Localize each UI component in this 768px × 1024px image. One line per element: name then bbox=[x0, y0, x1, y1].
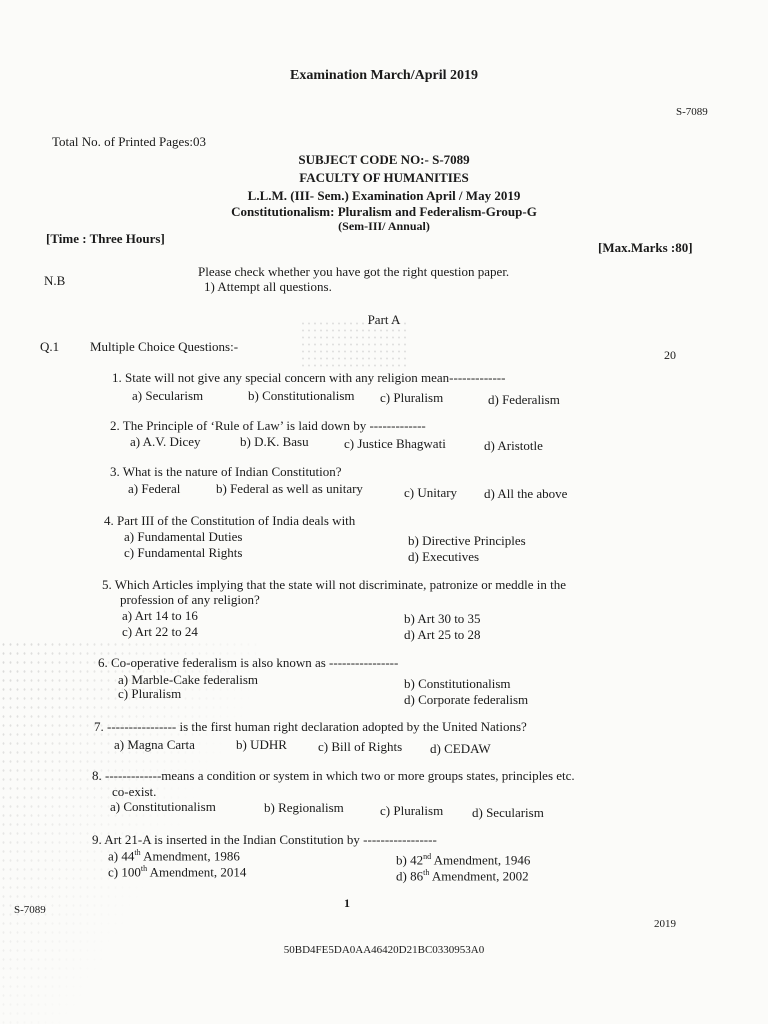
subject-name: Constitutionalism: Pluralism and Federalism-Group-G bbox=[231, 204, 537, 219]
option-1c: c) Pluralism bbox=[380, 390, 444, 405]
nb-label: N.B bbox=[44, 273, 66, 288]
footer-year: 2019 bbox=[654, 918, 676, 930]
option-2b: b) D.K. Basu bbox=[240, 434, 309, 449]
q1-number: Q.1 bbox=[40, 339, 60, 354]
question-5-cont: profession of any religion? bbox=[120, 592, 260, 607]
option-8a: a) Constitutionalism bbox=[110, 799, 216, 814]
option-9b-text: Amendment, 1946 bbox=[431, 852, 531, 868]
part-heading: Part A bbox=[367, 312, 401, 327]
option-9a-number: a) 44 bbox=[108, 848, 135, 864]
exam-title: Examination March/April 2019 bbox=[290, 68, 478, 83]
option-3a: a) Federal bbox=[128, 481, 181, 496]
paper-hash: 50BD4FE5DA0AA46420D21BC0330953A0 bbox=[283, 944, 485, 956]
option-3d: d) All the above bbox=[484, 486, 568, 501]
option-8d: d) Secularism bbox=[472, 805, 544, 820]
semester: (Sem-III/ Annual) bbox=[338, 219, 430, 233]
option-9c-suffix: th bbox=[140, 864, 148, 873]
footer-code: S-7089 bbox=[14, 904, 46, 916]
q1-label: Multiple Choice Questions:- bbox=[90, 339, 239, 354]
option-2a: a) A.V. Dicey bbox=[130, 434, 201, 449]
q1-marks: 20 bbox=[664, 348, 676, 362]
option-6b: b) Constitutionalism bbox=[404, 676, 511, 691]
option-1b: b) Constitutionalism bbox=[248, 388, 355, 403]
course: L.L.M. (III- Sem.) Examination April / May 2019 bbox=[247, 188, 521, 203]
option-5b: b) Art 30 to 35 bbox=[404, 611, 481, 626]
code-top: S-7089 bbox=[676, 106, 708, 118]
option-9d-text: Amendment, 2002 bbox=[429, 868, 529, 884]
option-2c: c) Justice Bhagwati bbox=[344, 436, 446, 451]
option-1a: a) Secularism bbox=[132, 388, 204, 403]
question-1: 1. State will not give any special concern with any religion mean------------- bbox=[112, 370, 506, 385]
option-9a bbox=[108, 848, 240, 864]
page-number: 1 bbox=[344, 896, 350, 910]
time-limit: [Time : Three Hours] bbox=[46, 231, 165, 246]
question-8: 8. -------------means a condition or system in which two or more groups states, principles etc. bbox=[92, 768, 575, 783]
option-9a-suffix: th bbox=[134, 848, 141, 857]
option-7a: a) Magna Carta bbox=[114, 737, 195, 752]
question-8-cont: co-exist. bbox=[112, 784, 157, 799]
question-2: 2. The Principle of ‘Rule of Law’ is laid down by ------------- bbox=[110, 418, 426, 433]
option-9c bbox=[108, 864, 246, 880]
question-5: 5. Which Articles implying that the state will not discriminate, patronize or meddle in the bbox=[102, 577, 567, 592]
question-9: 9. Art 21-A is inserted in the Indian Constitution by ----------------- bbox=[92, 832, 437, 847]
question-7: 7. ---------------- is the first human right declaration adopted by the United Nations? bbox=[94, 719, 527, 734]
option-3c: c) Unitary bbox=[404, 485, 458, 500]
option-9b bbox=[396, 852, 530, 868]
option-6d: d) Corporate federalism bbox=[404, 692, 529, 707]
option-4c: c) Fundamental Rights bbox=[124, 545, 243, 560]
option-4d: d) Executives bbox=[408, 549, 480, 564]
nb-line1: Please check whether you have got the right question paper. bbox=[198, 264, 510, 279]
option-1d: d) Federalism bbox=[488, 392, 560, 407]
option-9a-text: Amendment, 1986 bbox=[140, 848, 240, 864]
option-8c: c) Pluralism bbox=[380, 803, 444, 818]
option-5a: a) Art 14 to 16 bbox=[122, 608, 198, 623]
option-8b: b) Regionalism bbox=[264, 800, 344, 815]
option-9d-number: d) 86 bbox=[396, 868, 424, 884]
option-9c-number: c) 100 bbox=[108, 864, 141, 880]
option-5c: c) Art 22 to 24 bbox=[122, 624, 198, 639]
question-3: 3. What is the nature of Indian Constitution? bbox=[110, 464, 342, 479]
option-9d bbox=[396, 868, 529, 884]
option-2d: d) Aristotle bbox=[484, 438, 543, 453]
option-3b: b) Federal as well as unitary bbox=[216, 481, 363, 496]
question-4: 4. Part III of the Constitution of India deals with bbox=[104, 513, 356, 528]
option-5d: d) Art 25 to 28 bbox=[404, 627, 481, 642]
subject-code: SUBJECT CODE NO:- S-7089 bbox=[298, 152, 470, 167]
option-9b-number: b) 42 bbox=[396, 852, 424, 868]
max-marks: [Max.Marks :80] bbox=[598, 240, 693, 255]
option-6a: a) Marble-Cake federalism bbox=[118, 672, 259, 687]
option-7c: c) Bill of Rights bbox=[318, 739, 403, 754]
option-4a: a) Fundamental Duties bbox=[124, 529, 243, 544]
option-9c-text: Amendment, 2014 bbox=[147, 864, 247, 880]
total-pages: Total No. of Printed Pages:03 bbox=[52, 134, 206, 149]
nb-line2: 1) Attempt all questions. bbox=[204, 279, 332, 294]
question-6: 6. Co-operative federalism is also known as ---------------- bbox=[98, 655, 399, 670]
option-9b-suffix: nd bbox=[423, 852, 432, 861]
option-4b: b) Directive Principles bbox=[408, 533, 526, 548]
option-7b: b) UDHR bbox=[236, 737, 287, 752]
faculty: FACULTY OF HUMANITIES bbox=[299, 170, 469, 185]
option-6c: c) Pluralism bbox=[118, 686, 182, 701]
option-7d: d) CEDAW bbox=[430, 741, 491, 756]
option-9d-suffix: th bbox=[423, 868, 430, 877]
